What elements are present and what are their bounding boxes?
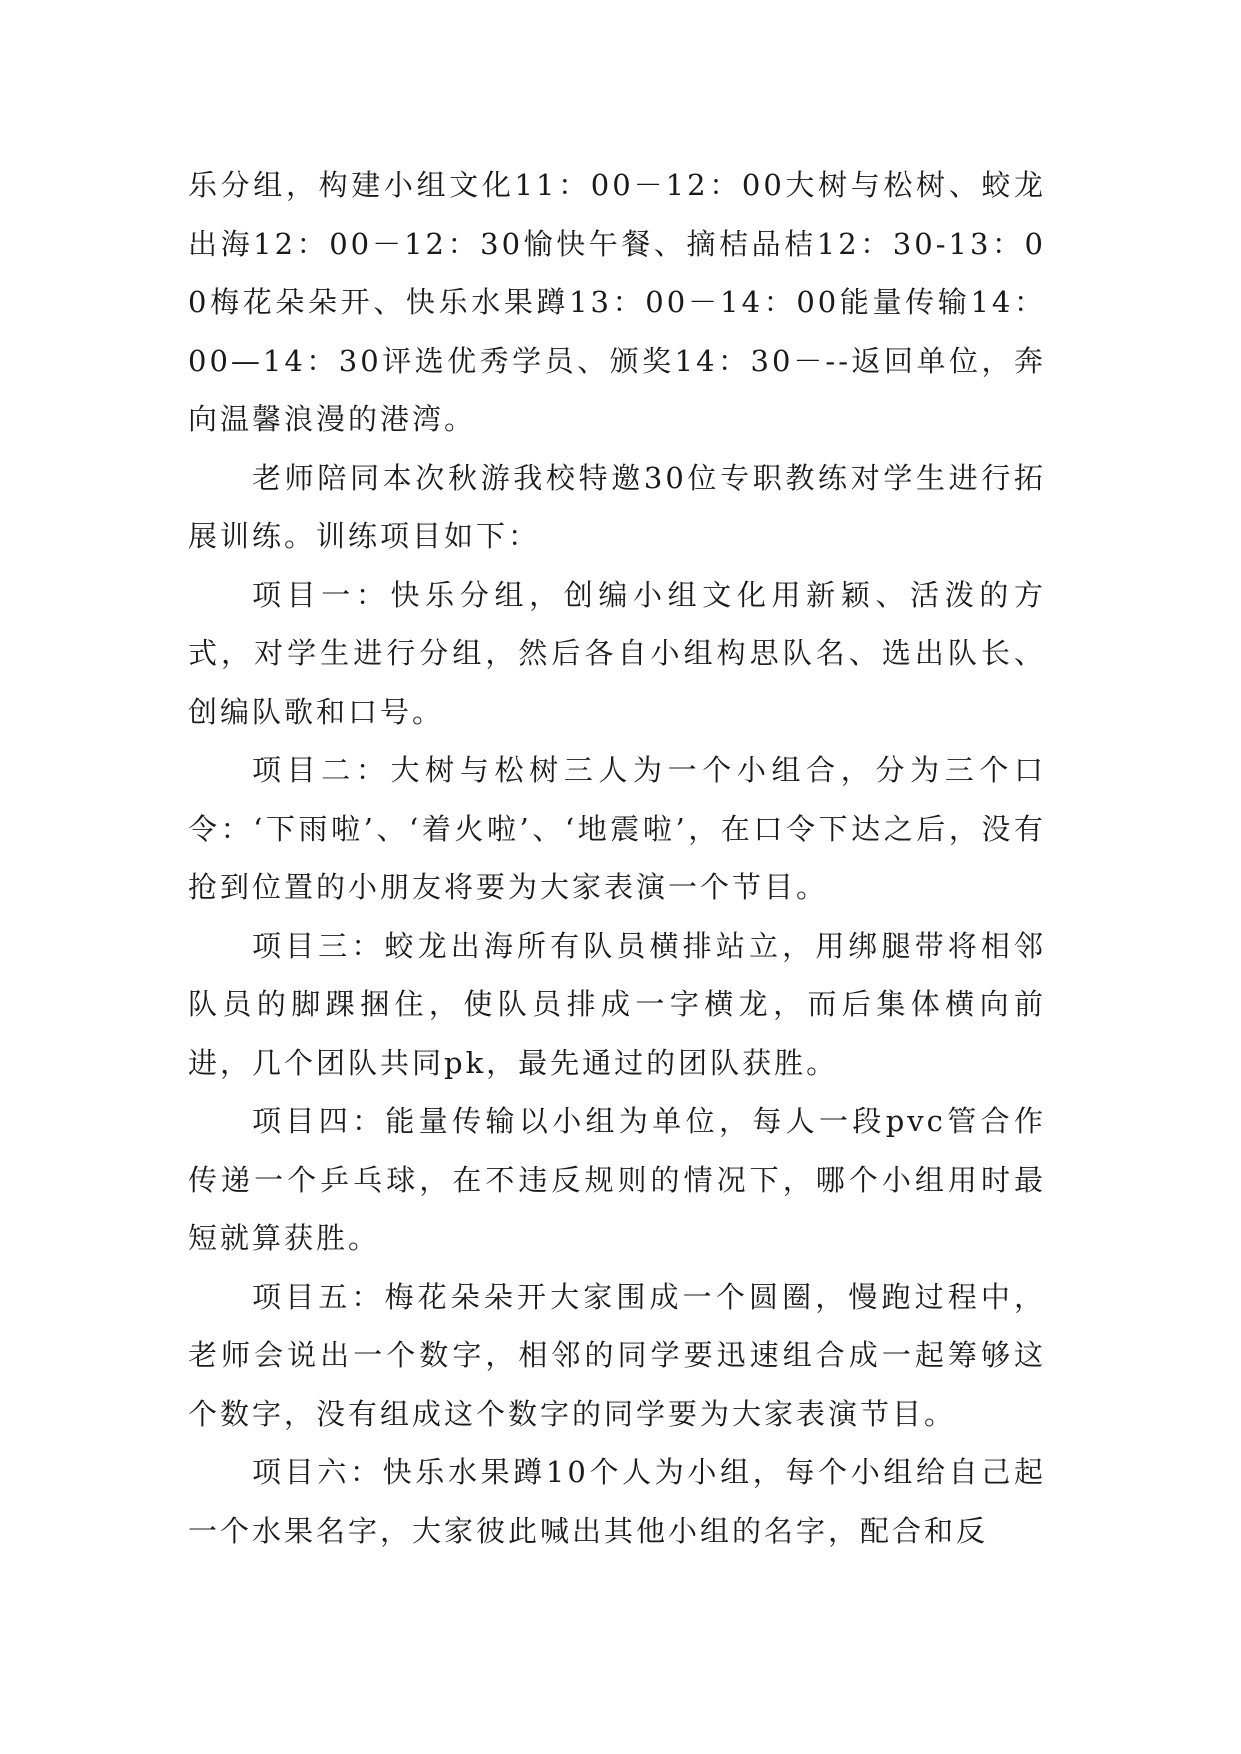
paragraph-project-4: 项目四：能量传输以小组为单位，每人一段pvc管合作传递一个乒乓球，在不违反规则的情况下，哪个小组用时最短就算获胜。 [188,1104,1046,1255]
paragraph-project-5: 项目五：梅花朵朵开大家围成一个圆圈，慢跑过程中，老师会说出一个数字，相邻的同学要迅速组合成一起筹够这个数字，没有组成这个数字的同学要为大家表演节目。 [188,1279,1046,1431]
paragraph-project-3: 项目三：蛟龙出海所有队员横排站立，用绑腿带将相邻队员的脚踝捆住，使队员排成一字横龙，而后集体横向前进，几个团队共同pk，最先通过的团队获胜。 [188,928,1046,1080]
paragraph-project-1: 项目一：快乐分组，创编小组文化用新颖、活泼的方式，对学生进行分组，然后各自小组构思队名、选出队长、创编队歌和口号。 [188,577,1046,729]
paragraph-project-2: 项目二：大树与松树三人为一个小组合，分为三个口令：‘下雨啦’、‘着火啦’、‘地震啦’，在口令下达之后，没有抢到位置的小朋友将要为大家表演一个节目。 [188,753,1046,904]
document-body [188,156,1046,1560]
paragraph-schedule: 乐分组，构建小组文化11：00－12：00大树与松树、蛟龙出海12：00－12：30愉快午餐、摘桔品桔12：30-13：00梅花朵朵开、快乐水果蹲13：00－14：00能量传输14：00—14：30评选优秀学员、颁奖14：30－--返回单位，奔向温馨浪漫的港湾。 [188,168,1046,436]
paragraph-intro: 老师陪同本次秋游我校特邀30位专职教练对学生进行拓展训练。训练项目如下： [188,460,1046,553]
paragraph-project-6: 项目六：快乐水果蹲10个人为小组，每个小组给自己起一个水果名字，大家彼此喊出其他小组的名字，配合和反 [188,1455,1046,1548]
